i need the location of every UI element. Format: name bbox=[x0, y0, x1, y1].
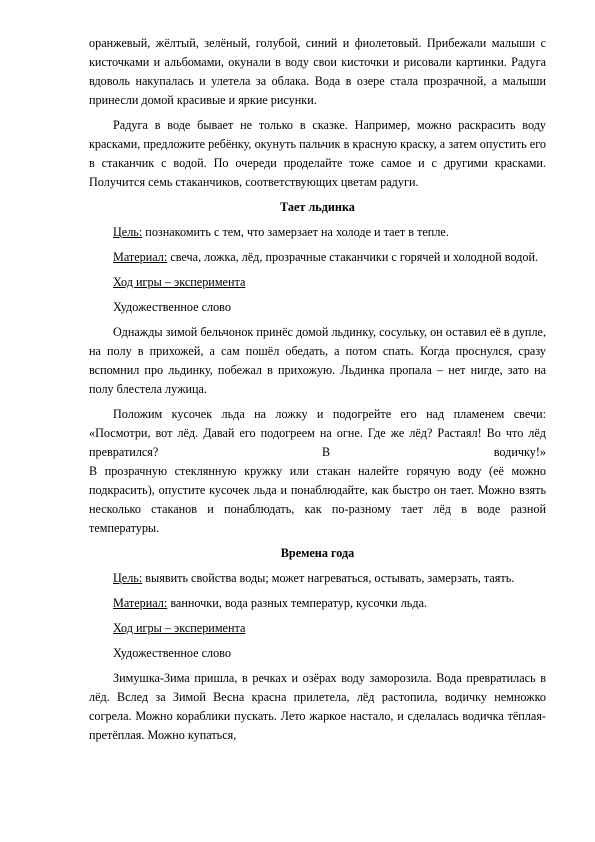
section-title-seasons: Времена года bbox=[280, 546, 355, 560]
course-heading-melting-ice bbox=[89, 273, 546, 292]
section-title-melting-ice: Тает льдинка bbox=[280, 200, 355, 214]
material-text: свеча, ложка, лёд, прозрачные стаканчики с горячей и холодной водой. bbox=[167, 250, 539, 264]
art-word-heading-melting-ice: Художественное слово bbox=[113, 300, 231, 314]
material-line-seasons bbox=[89, 594, 546, 613]
art-word-heading-seasons: Художественное слово bbox=[113, 646, 231, 660]
page-content bbox=[89, 34, 546, 745]
goal-text: выявить свойства воды; может нагреваться, остывать, замерзать, таять. bbox=[142, 571, 515, 585]
course-label: Ход игры – эксперимента bbox=[113, 275, 246, 289]
goal-line-melting-ice bbox=[89, 223, 546, 242]
experiment-glass-hot-water: В прозрачную стеклянную кружку или стакан налейте горячую воду (её можно подкрасить), опустите кусочек льда и понаблюдайте, как быстро он тает. Можно взять несколько стаканов и понаблюдать, как по-разному тает лёд в воде разной температуры. bbox=[89, 464, 546, 535]
paragraph-rainbow-tale-end: оранжевый, жёлтый, зелёный, голубой, синий и фиолетовый. Прибежали малыши с кисточками и альбомами, окунали в воду свои кисточки и рисовали картинки. Радуга вдоволь накупалась и улетела за облака. Вода в озере стала прозрачной, а малыши принесли домой красивые и яркие рисунки. bbox=[89, 36, 546, 107]
paragraph-rainbow-in-water: Радуга в воде бывает не только в сказке. Например, можно раскрасить воду красками, предложите ребёнку, окунуть пальчик в красную краску, а затем опустить его в стаканчик с водой. По очереди проделайте тоже самое и с другими красками. Получится семь стаканчиков, соответствующих цветам радуги. bbox=[89, 118, 546, 189]
material-line-melting-ice bbox=[89, 248, 546, 267]
goal-text: познакомить с тем, что замерзает на холоде и тает в тепле. bbox=[142, 225, 449, 239]
material-label: Материал: bbox=[113, 250, 168, 264]
story-seasons: Зимушка-Зима пришла, в речках и озёрах воду заморозила. Вода превратилась в лёд. Вслед за Зимой Весна красна прилетела, лёд растопила, водичку немножко согрела. Можно кораблики пускать. Лето жаркое настало, и сделалась водичка тёплая-претёплая. Можно купаться, bbox=[89, 671, 546, 742]
story-squirrel-icicle: Однажды зимой бельчонок принёс домой льдинку, сосульку, он оставил её в дупле, на полу в прихожей, а сам пошёл обедать, а потом спать. Когда проснулся, сразу вспомнил про льдинку, побежал в прихожую. Льдинка пропала – нет нигде, зато на полу блестела лужица. bbox=[89, 325, 546, 396]
course-label: Ход игры – эксперимента bbox=[113, 621, 246, 635]
goal-label: Цель: bbox=[113, 225, 143, 239]
experiment-spoon-candle: Положим кусочек льда на ложку и подогрейте его над пламенем свечи: «Посмотри, вот лёд. Давай его подогреем на огне. Где же лёд? Растаял! Во что лёд превратился? В водичку!» bbox=[89, 407, 546, 459]
goal-line-seasons bbox=[89, 569, 546, 588]
material-label: Материал: bbox=[113, 596, 168, 610]
goal-label: Цель: bbox=[113, 571, 143, 585]
course-heading-seasons bbox=[89, 619, 546, 638]
material-text: ванночки, вода разных температур, кусочки льда. bbox=[167, 596, 428, 610]
